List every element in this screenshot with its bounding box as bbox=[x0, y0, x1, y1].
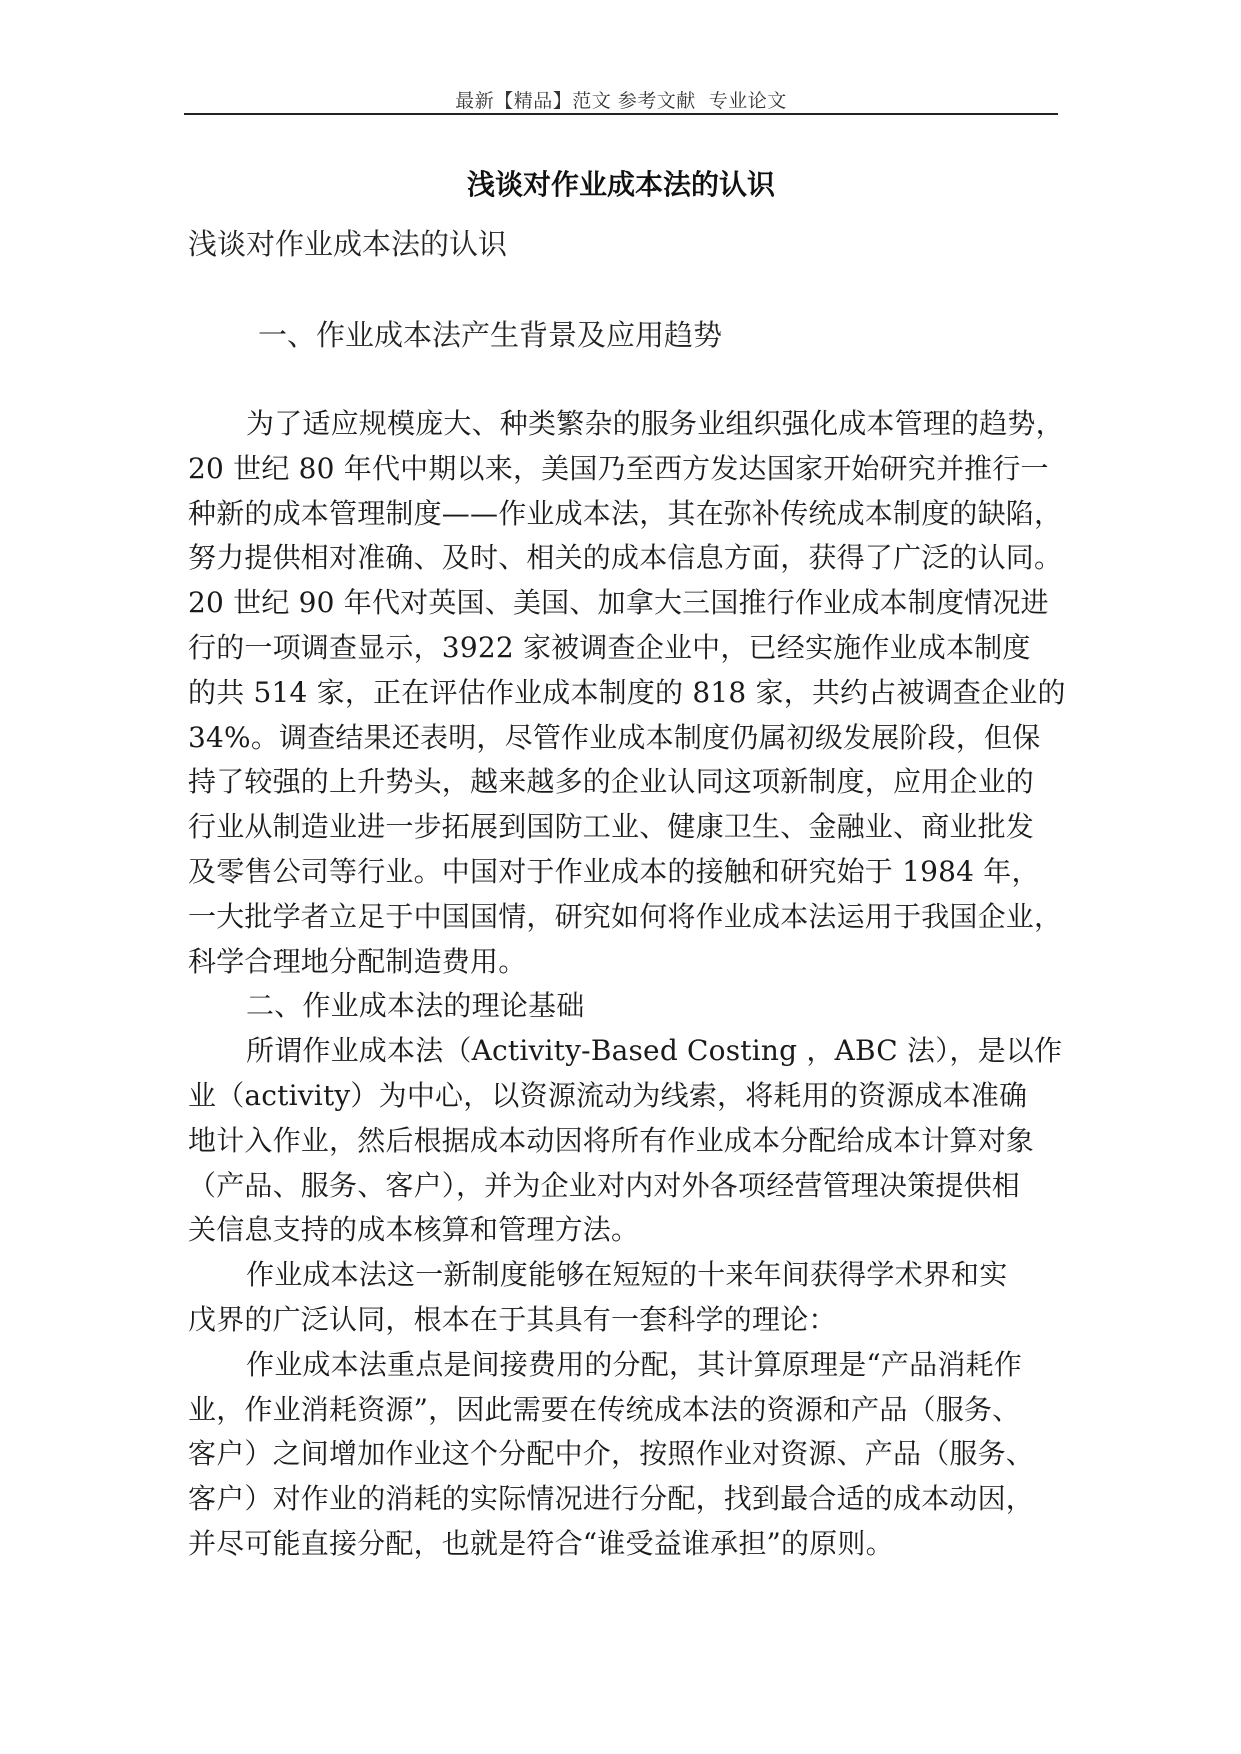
paragraph-line: 作业成本法重点是间接费用的分配，其计算原理是“产品消耗作 bbox=[246, 1347, 1022, 1381]
paragraph-line: 及零售公司等行业。中国对于作业成本的接触和研究始于 1984 年， bbox=[188, 854, 1040, 888]
paragraph-line: 业，作业消耗资源”，因此需要在传统成本法的资源和产品（服务、 bbox=[188, 1392, 1021, 1426]
paragraph-line: 业（activity）为中心，以资源流动为线索，将耗用的资源成本准确 bbox=[188, 1078, 1028, 1112]
paragraph-line: 34%。调查结果还表明，尽管作业成本制度仍属初级发展阶段，但保 bbox=[188, 720, 1041, 754]
paragraph-line: 客户）之间增加作业这个分配中介，按照作业对资源、产品（服务、 bbox=[188, 1437, 1035, 1471]
body-text bbox=[188, 402, 1068, 1567]
paragraph-line: 的共 514 家，正在评估作业成本制度的 818 家，共约占被调查企业的 bbox=[188, 675, 1066, 709]
paragraph-line: 20 世纪 80 年代中期以来，美国乃至西方发达国家开始研究并推行一 bbox=[188, 451, 1049, 485]
paragraph-line: 所谓作业成本法（Activity-Based Costing ，ABC 法），是以作 bbox=[246, 1034, 1063, 1068]
paragraph-line: 一大批学者立足于中国国情，研究如何将作业成本法运用于我国企业， bbox=[188, 899, 1063, 933]
paragraph-line: 努力提供相对准确、及时、相关的成本信息方面，获得了广泛的认同。 bbox=[188, 541, 1063, 575]
section-heading-1: 一、作业成本法产生背景及应用趋势 bbox=[258, 318, 723, 352]
paragraph-line: 行业从制造业进一步拓展到国防工业、健康卫生、金融业、商业批发 bbox=[188, 810, 1035, 844]
paragraph-line: 客户）对作业的消耗的实际情况进行分配，找到最合适的成本动因， bbox=[188, 1482, 1035, 1516]
paragraph-line: 科学合理地分配制造费用。 bbox=[188, 944, 527, 978]
paragraph-line: 戊界的广泛认同，根本在于其具有一套科学的理论： bbox=[188, 1302, 837, 1336]
paragraph-line: （产品、服务、客户），并为企业对内对外各项经营管理决策提供相 bbox=[188, 1168, 1021, 1202]
header-divider bbox=[184, 113, 1058, 115]
paragraph-line: 并尽可能直接分配，也就是符合“谁受益谁承担”的原则。 bbox=[188, 1526, 894, 1560]
paragraph-line: 为了适应规模庞大、种类繁杂的服务业组织强化成本管理的趋势， bbox=[246, 407, 1064, 440]
document-title: 浅谈对作业成本法的认识 bbox=[466, 168, 775, 201]
paragraph-line: 行的一项调查显示，3922 家被调查企业中，已经实施作业成本制度 bbox=[188, 630, 1031, 664]
paragraph-line: 作业成本法这一新制度能够在短短的十来年间获得学术界和实 bbox=[246, 1258, 1008, 1292]
paragraph-line: 20 世纪 90 年代对英国、美国、加拿大三国推行作业成本制度情况进 bbox=[188, 586, 1049, 620]
paragraph-line: 地计入作业，然后根据成本动因将所有作业成本分配给成本计算对象 bbox=[188, 1123, 1035, 1157]
section-heading-2: 二、作业成本法的理论基础 bbox=[246, 989, 585, 1023]
paragraph-line: 关信息支持的成本核算和管理方法。 bbox=[188, 1213, 640, 1247]
document-subtitle: 浅谈对作业成本法的认识 bbox=[188, 227, 508, 261]
paragraph-line: 种新的成本管理制度——作业成本法，其在弥补传统成本制度的缺陷， bbox=[188, 496, 1063, 530]
page-header: 最新【精品】范文 参考文献 专业论文 bbox=[455, 90, 787, 112]
paragraph-line: 持了较强的上升势头，越来越多的企业认同这项新制度，应用企业的 bbox=[188, 765, 1035, 799]
